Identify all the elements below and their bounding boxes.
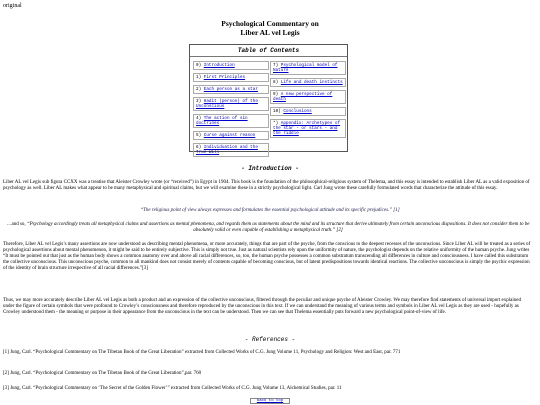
toc-item-number: 1) — [196, 75, 202, 80]
toc-item-number: 6) — [196, 145, 202, 150]
toc-link-introduction[interactable]: Introduction — [203, 63, 235, 68]
toc-item[interactable] — [270, 90, 346, 104]
toc-link-hadit[interactable]: Hadit (person) of the Unconscious — [196, 99, 258, 109]
toc-item-number: 2) — [196, 87, 202, 92]
page-title — [0, 19, 540, 37]
toc-item-number: 9) — [273, 92, 279, 97]
back-to-top[interactable] — [0, 399, 540, 404]
reference-3: [3] Jung, Carl. “Psychological Commentary on ‘The Secret of the Golden Flower’” extracted from Collected Works of C.G. Jung Volume 13, Alchemical Studies, par. 11 — [3, 386, 342, 391]
reference-2: [2] Jung, Carl. “Psychological Commentary on The Tibetan Book of the Great Liberation”,par. 760 — [3, 371, 202, 376]
reference-1: [1] Jung, Carl. “Psychological Commentary on The Tibetan Book of the Great Liberation” extracted from Collected Works of C.G. Jung Volume 11, Psychology and Religion: West and East, par. 771 — [3, 350, 401, 355]
toc-item[interactable] — [193, 114, 269, 128]
toc-link-curse-reason[interactable]: Curse against reason — [203, 133, 256, 138]
toc-link-death[interactable]: A new perspective of death — [273, 92, 333, 102]
toc-item[interactable] — [270, 107, 346, 116]
introduction-heading: - Introduction - — [241, 165, 299, 172]
toc-link-first-principles[interactable]: First Principles — [203, 75, 246, 80]
toc-left-column — [193, 61, 269, 160]
title-line-1: Psychological Commentary on — [221, 19, 319, 28]
toc-item[interactable] — [193, 131, 269, 140]
references-heading: - References - — [244, 336, 296, 343]
intro-paragraph-3: Thus, we may more accurately describe Liber AL vel Legis as both a product and an expression of the collective unconscious, filtered through the peculiar and unique psyche of Aleister Crowley. We may therefore find statements of universal import explained under the figure of certain symbols that were profound to Crowley’s consciousness and therefore reproduced by the unconscious in this text. If we can understand the meaning of various terms and symbols in Liber AL vel Legis as they are used - hopefully as Crowley understood them - the meaning or purpose in their appearance from the unconscious in the text can be understood. Then we can see that Thelema essentially puts forward a new psychological point-of-view of life. — [3, 298, 521, 315]
toc-item-number: 4) — [196, 116, 202, 121]
quote-2-block — [3, 222, 533, 234]
toc-heading: Table of Contents — [190, 45, 347, 57]
back-to-top-link[interactable]: back to top — [256, 399, 284, 403]
toc-item[interactable] — [270, 119, 346, 138]
toc-item[interactable] — [193, 143, 269, 157]
toc-item-number: 5) — [196, 133, 202, 138]
toc-item-number: 10) — [273, 109, 281, 114]
toc-item-number: *) — [273, 121, 279, 126]
toc-item[interactable] — [270, 78, 346, 87]
toc-link-instincts[interactable]: Life and death instincts — [280, 80, 343, 85]
corner-label: original — [3, 3, 22, 9]
toc-link-model-nature[interactable]: Psychological model of Nature — [273, 63, 338, 73]
toc-link-conclusions[interactable]: Conclusions — [283, 109, 312, 114]
toc-link-individuation[interactable]: Individuation and the True Will — [196, 145, 258, 155]
intro-paragraph-2: Therefore, Liber AL vel Legis’s many assertions are now understood as describing mental phenomena, or more accurately, things that are part of the psyche, from the conscious to the deepest recesses of the unconscious. Since Liber AL will be treated as a series of psychological assertions about mental phenomenon, it might be said to be entirely subjective. This is simply not true. Just as natural scientists rely upon the uniformity of nature, the psychologist depends on the relative uniformity of the human psyche. Jung writes “It must be pointed out that just as the human body shows a common anatomy over and above all racial differences, so, too, the human psyche possesses a common substratum transcending all differences in culture and consciousness. I have called this substratum the collective unconscious. This unconscious psyche, common to all mankind does not consist merely of contents capable of becoming conscious, but of latent predispositions towards identical reactions. The collective unconscious is simply the psychic expression of the identity of brain structure irrespective of all racial differences.”[3] — [3, 242, 531, 271]
toc-item-number: 3) — [196, 99, 202, 104]
toc-item-number: 0) — [196, 63, 202, 68]
toc-item[interactable] — [193, 61, 269, 70]
title-line-2: Liber AL vel Legis — [240, 28, 300, 37]
toc-link-each-person[interactable]: Each person as a star — [203, 87, 258, 92]
toc-item[interactable] — [193, 73, 269, 82]
toc-item[interactable] — [193, 85, 269, 94]
toc-right-column — [270, 61, 346, 141]
table-of-contents — [189, 44, 348, 155]
quote-2: “Psychology accordingly treats all metaphysical claims and assertions as mental phenomena, and regards them as statements about the mind and its structure that derive ultimately from certain unconscious dispositions. It does not consider them to be absolutely valid or even capable of establishing a metaphysical truth.” [2] — [26, 222, 530, 233]
toc-link-sin-doctrines[interactable]: The action of sin doctrines — [196, 116, 248, 126]
intro-paragraph-1: Liber AL vel Legis sub figura CCXX was a treatise that Aleister Crowley wrote (or “received”) in Egypt in 1904. This book is the foundation of the philosophical-religious system of Thelema, and this essay is intended to establish Liber AL as a valid exposition of psychology as well. Liber AL makes what appear to be many metaphysical and spiritual claims, but we will examine these in a strictly psychological light. Carl Jung wrote these carefully formulated words that characterize the attitude of this essay. — [3, 180, 530, 191]
toc-item-number: 7) — [273, 63, 279, 68]
toc-item[interactable] — [193, 97, 269, 111]
quote-1: “The religious point of view always expresses and formulates the essential psychological attitude and its specific prejudices.” [1] — [140, 208, 400, 213]
toc-item-number: 8) — [273, 80, 279, 85]
quote-2-lead: …and so, — [6, 222, 27, 227]
toc-item[interactable] — [270, 61, 346, 75]
toc-link-appendix[interactable]: Appendix: Archetypes of the star - or stars - and the riddle — [273, 121, 341, 136]
